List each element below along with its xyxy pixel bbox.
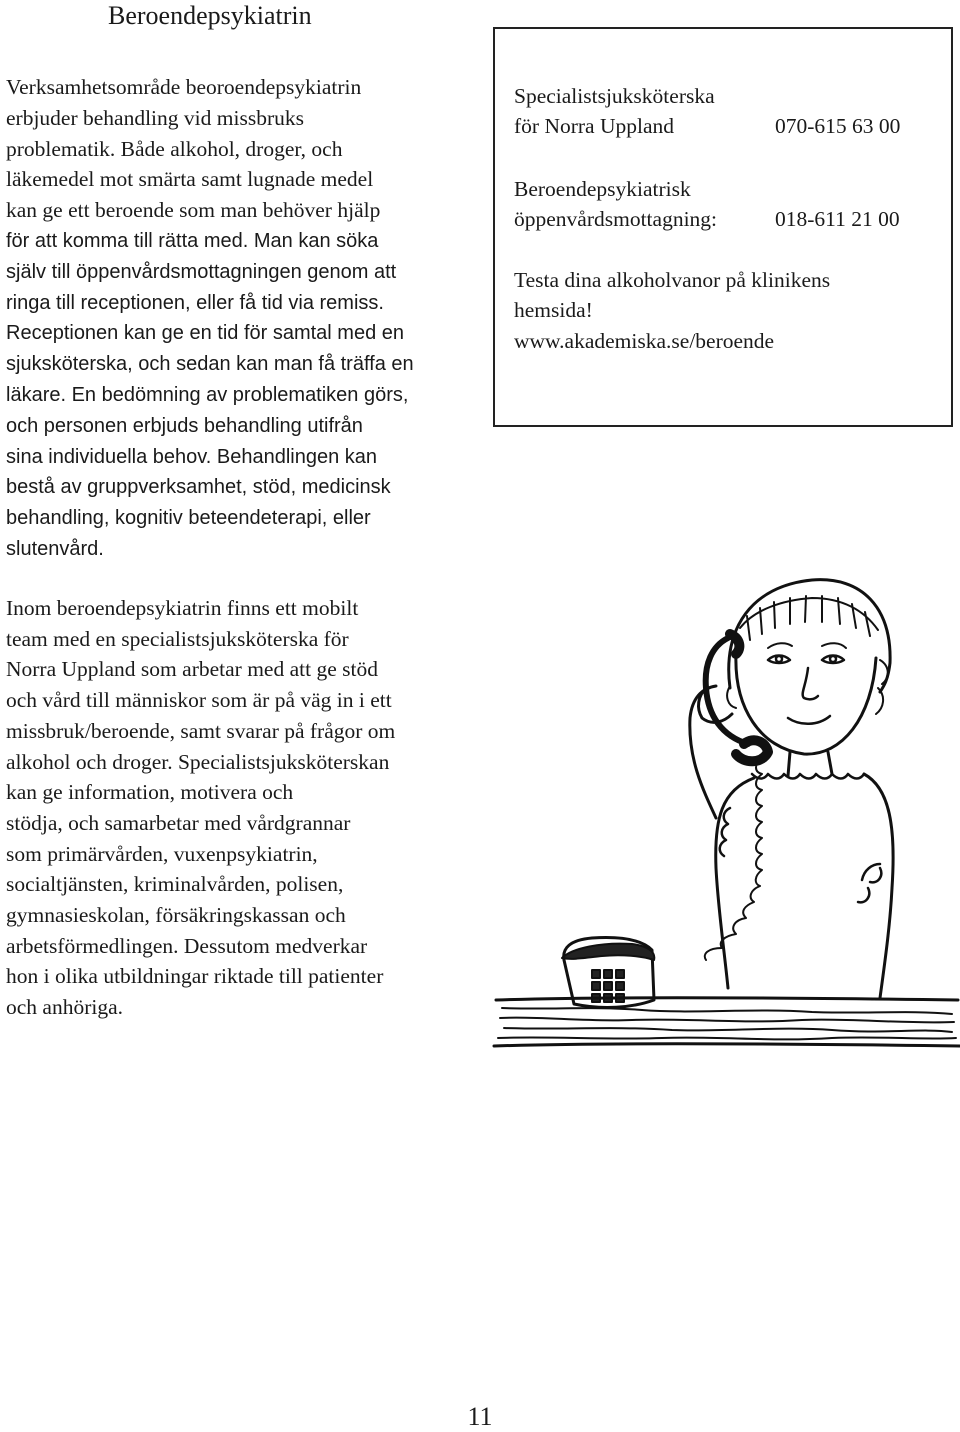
mobile-team-paragraph — [6, 593, 395, 1023]
hair-outline — [729, 580, 890, 692]
intro-paragraph-line: erbjuder behandling vid missbruks — [6, 105, 304, 130]
collar-scallops — [752, 774, 864, 779]
mobile-team-paragraph-line: missbruk/beroende, samt svarar på frågor om — [6, 718, 396, 743]
table-wood-grain — [498, 1008, 956, 1039]
nurse-phone-number: 070-615 63 00 — [775, 114, 901, 138]
mobile-team-paragraph-line: team med en specialistsjuksköterska för — [6, 626, 349, 651]
woman-on-telephone-drawing — [492, 568, 960, 1052]
mobile-team-paragraph-line: hon i olika utbildningar riktade till patienter — [6, 964, 384, 989]
clinic-title-line-1: Beroendepsykiatrisk — [514, 177, 691, 201]
intro-paragraph-line: sjuksköterska, och sedan kan man få träffa en — [6, 353, 414, 376]
mouth-icon — [788, 716, 830, 724]
dress-outline — [716, 774, 893, 998]
clinic-phone-number: 018-611 21 00 — [775, 207, 900, 231]
mobile-team-paragraph-line: arbetsförmedlingen. Dessutom medverkar — [6, 933, 368, 958]
intro-paragraph — [6, 72, 414, 565]
hair-strands — [740, 596, 878, 640]
mobile-team-paragraph-line: kan ge information, motivera och — [6, 780, 294, 805]
mobile-team-paragraph-line: Inom beroendepsykiatrin finns ett mobilt — [6, 596, 359, 620]
mobile-team-paragraph-line: stödja, och samarbetar med vårdgrannar — [6, 810, 351, 835]
right-sleeve — [858, 864, 881, 902]
intro-paragraph-line: läkemedel mot smärta samt lugnade medel — [6, 167, 374, 192]
mobile-team-paragraph-line: och anhöriga. — [6, 995, 124, 1020]
intro-paragraph-line: Verksamhetsområde beoroendepsykiatrin — [6, 75, 362, 99]
page-number: 11 — [467, 1402, 493, 1431]
intro-paragraph-line: kan ge ett beroende som man behöver hjälp — [6, 198, 381, 223]
intro-paragraph-line: sina individuella behov. Behandlingen kan — [6, 445, 378, 468]
website-link[interactable]: www.akademiska.se/beroende — [514, 329, 775, 353]
intro-paragraph-line: läkare. En bedömning av problematiken görs, — [6, 383, 409, 406]
intro-paragraph-line: ringa till receptionen, eller få tid via remiss. — [6, 291, 384, 314]
test-text-line-1: Testa dina alkoholvanor på klinikens — [514, 268, 831, 292]
intro-paragraph-line: för att komma till rätta med. Man kan söka — [6, 229, 379, 252]
clinic-title-line-2: öppenvårdsmottagning: — [514, 207, 718, 231]
left-eye-icon — [768, 656, 790, 664]
mobile-team-paragraph-line: och vård till människor som är på väg in i ett — [6, 688, 392, 713]
page-title: Beroendepsykiatrin — [108, 1, 312, 30]
intro-paragraph-line: bestå av gruppverksamhet, stöd, medicinsk — [6, 476, 391, 499]
test-text-line-2: hemsida! — [514, 298, 593, 322]
contact-box — [493, 27, 953, 427]
intro-paragraph-line: och personen erbjuds behandling utifrån — [6, 414, 363, 437]
nurse-title-line-2: för Norra Uppland — [514, 114, 675, 138]
mobile-team-paragraph-line: gymnasieskolan, försäkringskassan och — [6, 903, 346, 928]
neck — [788, 752, 832, 776]
intro-paragraph-line: själv till öppenvårdsmottagningen genom att — [6, 260, 397, 283]
intro-paragraph-line: problematik. Både alkohol, droger, och — [6, 136, 343, 161]
mobile-team-paragraph-line: som primärvården, vuxenpsykiatrin, — [6, 841, 318, 866]
nose-icon — [803, 668, 818, 699]
intro-paragraph-line: slutenvård. — [6, 537, 104, 560]
right-eye-icon — [822, 656, 844, 664]
mobile-team-paragraph-line: alkohol och droger. Specialistsjuksköterskan — [6, 749, 390, 774]
mobile-team-paragraph-line: Norra Uppland som arbetar med att ge stöd — [6, 657, 378, 682]
nurse-title-line-1: Specialistsjuksköterska — [514, 84, 715, 108]
telephone-cord — [705, 758, 762, 960]
intro-paragraph-line: behandling, kognitiv beteendeterapi, eller — [6, 507, 371, 530]
mobile-team-paragraph-line: socialtjänsten, kriminalvården, polisen, — [6, 872, 344, 897]
intro-paragraph-line: Receptionen kan ge en tid för samtal med en — [6, 322, 405, 345]
